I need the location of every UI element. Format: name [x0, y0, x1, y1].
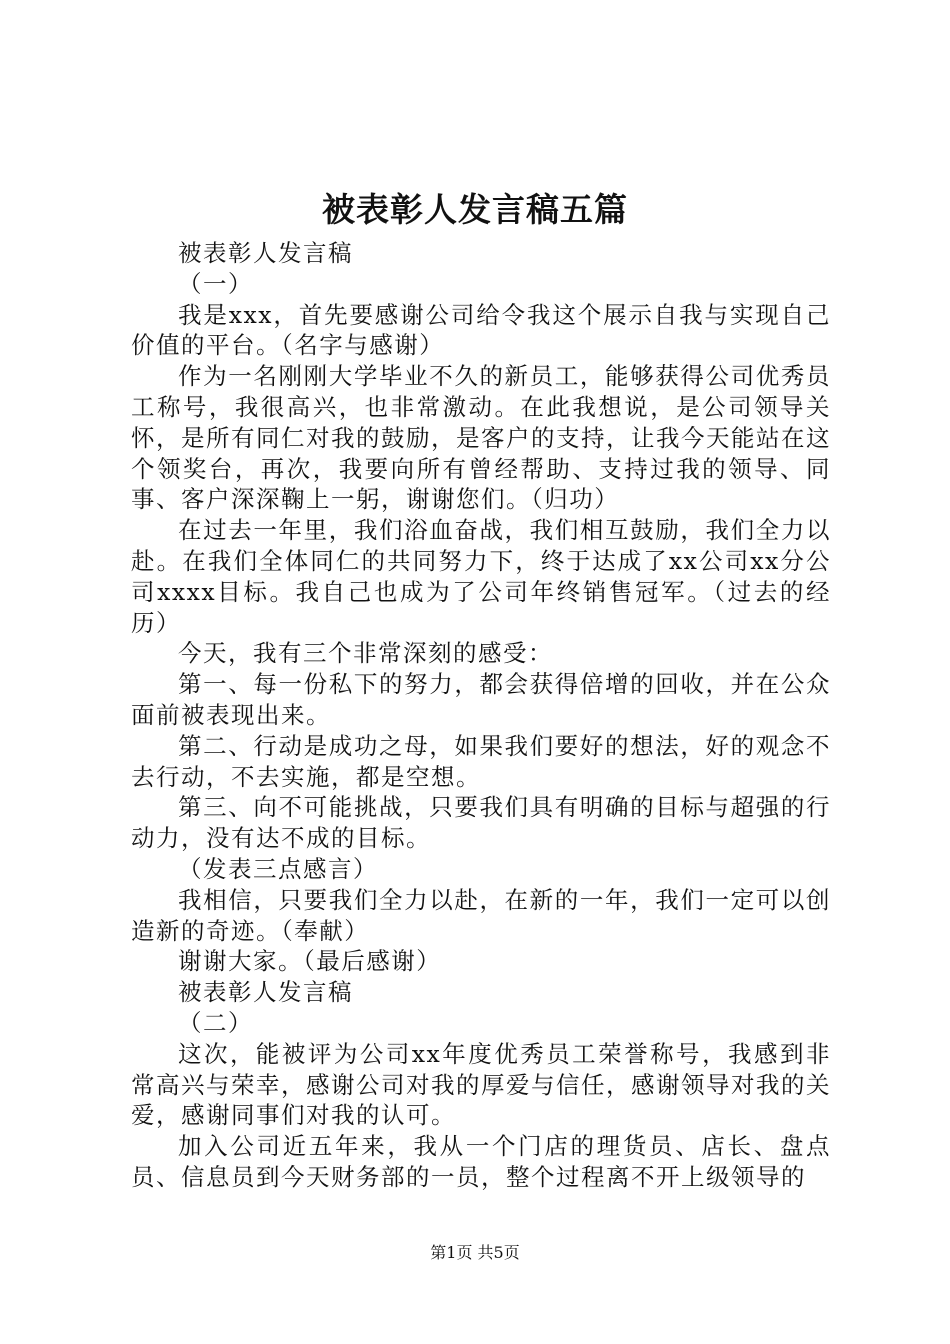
document-body	[131, 238, 831, 1193]
paragraph: 加入公司近五年来，我从一个门店的理货员、店长、盘点员、信息员到今天财务部的一员，整个过程离不开上级领导的	[131, 1132, 831, 1191]
paragraph: 第二、行动是成功之母，如果我们要好的想法，好的观念不去行动，不去实施，都是空想。	[131, 731, 831, 791]
paragraph: 今天，我有三个非常深刻的感受：	[178, 639, 553, 668]
paragraph: （发表三点感言）	[178, 854, 378, 883]
paragraph: 第一、每一份私下的努力，都会获得倍增的回收，并在公众面前被表现出来。	[131, 670, 831, 729]
paragraph: 谢谢大家。（最后感谢）	[178, 947, 442, 976]
section-heading: 被表彰人发言稿	[178, 978, 353, 1007]
document-title: 被表彰人发言稿五篇	[322, 190, 628, 229]
page-number: 第1页 共5页	[430, 1243, 520, 1262]
paragraph: 作为一名刚刚大学毕业不久的新员工，能够获得公司优秀员工称号，我很高兴，也非常激动。在此我想说，是公司领导关怀，是所有同仁对我的鼓励，是客户的支持，让我今天能站在这个领奖台，再次，我要向所有曾经帮助、支持过我的领导、同事、客户深深鞠上一躬，谢谢您们。（归功）	[131, 362, 831, 514]
section-heading: 被表彰人发言稿	[178, 239, 353, 267]
paragraph: 在过去一年里，我们浴血奋战，我们相互鼓励，我们全力以赴。在我们全体同仁的共同努力下，终于达成了xx公司xx分公司xxxx目标。我自己也成为了公司年终销售冠军。（过去的经历）	[131, 516, 831, 637]
paragraph: 我是xxx，首先要感谢公司给令我这个展示自我与实现自己价值的平台。（名字与感谢）	[131, 300, 831, 360]
page-footer	[0, 1242, 950, 1264]
section-number: （一）	[178, 269, 253, 298]
paragraph: 第三、向不可能挑战，只要我们具有明确的目标与超强的行动力，没有达不成的目标。	[131, 793, 831, 853]
paragraph: 我相信，只要我们全力以赴，在新的一年，我们一定可以创造新的奇迹。（奉献）	[131, 885, 831, 945]
paragraph: 这次，能被评为公司xx年度优秀员工荣誉称号，我感到非常高兴与荣幸，感谢公司对我的厚爱与信任，感谢领导对我的关爱，感谢同事们对我的认可。	[131, 1039, 831, 1130]
section-number: （二）	[178, 1008, 253, 1037]
